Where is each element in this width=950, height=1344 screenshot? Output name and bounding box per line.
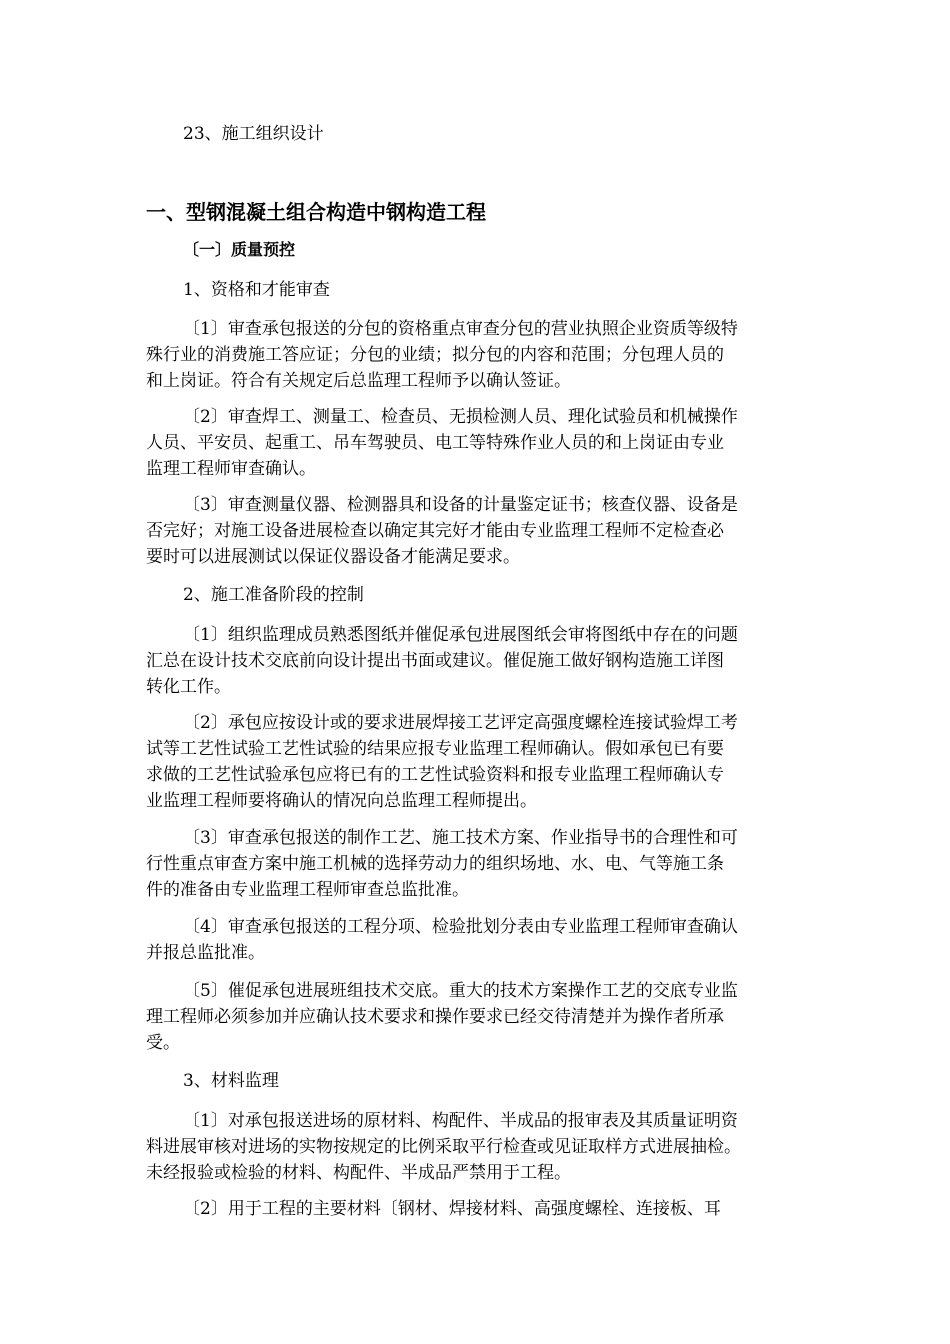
paragraph-line: 件的准备由专业监理工程师审查总监批准。 [146, 880, 469, 900]
paragraph-line: 汇总在设计技术交底前向设计提出书面或建议。催促施工做好钢构造施工详图 [146, 651, 724, 671]
paragraph-line: 监理工程师审查确认。 [146, 459, 316, 479]
paragraph [146, 825, 810, 903]
paragraph-line: 〔3〕审查承包报送的制作工艺、施工技术方案、作业指导书的合理性和可 [183, 828, 738, 848]
paragraph [146, 316, 810, 394]
subsection-title-materials: 3、材料监理 [183, 1071, 279, 1091]
paragraph-line: 〔2〕审查焊工、测量工、检查员、无损检测人员、理化试验员和机械操作 [183, 407, 738, 427]
paragraph [146, 710, 810, 814]
paragraph-line: 理工程师必须参加并应确认技术要求和操作要求已经交待清楚并为操作者所承 [146, 1007, 724, 1027]
paragraph [146, 1196, 810, 1222]
paragraph [146, 492, 810, 570]
paragraph-line: 〔1〕审查承包报送的分包的资格重点审查分包的营业执照企业资质等级特 [183, 319, 738, 339]
paragraph-line: 否完好；对施工设备进展检查以确定其完好才能由专业监理工程师不定检查必 [146, 521, 724, 541]
paragraph-line: 受。 [146, 1033, 180, 1053]
paragraph [146, 404, 810, 482]
paragraph-line: 试等工艺性试验工艺性试验的结果应报专业监理工程师确认。假如承包已有要 [146, 739, 724, 759]
paragraph [146, 1108, 810, 1186]
paragraph-line: 〔2〕承包应按设计或的要求进展焊接工艺评定高强度螺栓连接试验焊工考 [183, 713, 738, 733]
subsection-title-preparation: 2、施工准备阶段的控制 [183, 585, 364, 605]
paragraph-line: 未经报验或检验的材料、构配件、半成品严禁用于工程。 [146, 1163, 571, 1183]
paragraph [146, 622, 810, 700]
subsection-title-qualification: 1、资格和才能审查 [183, 280, 330, 300]
paragraph-line: 行性重点审查方案中施工机械的选择劳动力的组织场地、水、电、气等施工条 [146, 854, 724, 874]
paragraph-line: 和上岗证。符合有关规定后总监理工程师予以确认签证。 [146, 371, 571, 391]
paragraph-line: 并报总监批准。 [146, 943, 265, 963]
chapter-title: 一、型钢混凝土组合构造中钢构造工程 [146, 200, 486, 224]
toc-item: 23、施工组织设计 [183, 124, 324, 144]
section-title: 〔一〕质量预控 [183, 240, 296, 259]
paragraph-line: 〔5〕催促承包进展班组技术交底。重大的技术方案操作工艺的交底专业监 [183, 981, 738, 1001]
paragraph-line: 殊行业的消费施工答应证；分包的业绩；拟分包的内容和范围；分包理人员的 [146, 345, 724, 365]
paragraph-line: 要时可以进展测试以保证仪器设备才能满足要求。 [146, 547, 520, 567]
paragraph [146, 978, 810, 1056]
paragraph-line: 转化工作。 [146, 677, 231, 697]
paragraph-line: 〔4〕审查承包报送的工程分项、检验批划分表由专业监理工程师审查确认 [183, 917, 738, 937]
paragraph-line: 人员、平安员、起重工、吊车驾驶员、电工等特殊作业人员的和上岗证由专业 [146, 433, 724, 453]
paragraph-line: 业监理工程师要将确认的情况向总监理工程师提出。 [146, 791, 537, 811]
paragraph-line: 〔3〕审查测量仪器、检测器具和设备的计量鉴定证书；核查仪器、设备是 [183, 495, 738, 515]
paragraph-line: 〔1〕组织监理成员熟悉图纸并催促承包进展图纸会审将图纸中存在的问题 [183, 625, 738, 645]
paragraph-line: 〔1〕对承包报送进场的原材料、构配件、半成品的报审表及其质量证明资 [183, 1111, 738, 1131]
paragraph [146, 914, 810, 966]
paragraph-line: 料进展审核对进场的实物按规定的比例采取平行检查或见证取样方式进展抽检。 [146, 1137, 741, 1157]
paragraph-line: 〔2〕用于工程的主要材料〔钢材、焊接材料、高强度螺栓、连接板、耳 [183, 1199, 721, 1219]
paragraph-line: 求做的工艺性试验承包应将已有的工艺性试验资料和报专业监理工程师确认专 [146, 765, 724, 785]
